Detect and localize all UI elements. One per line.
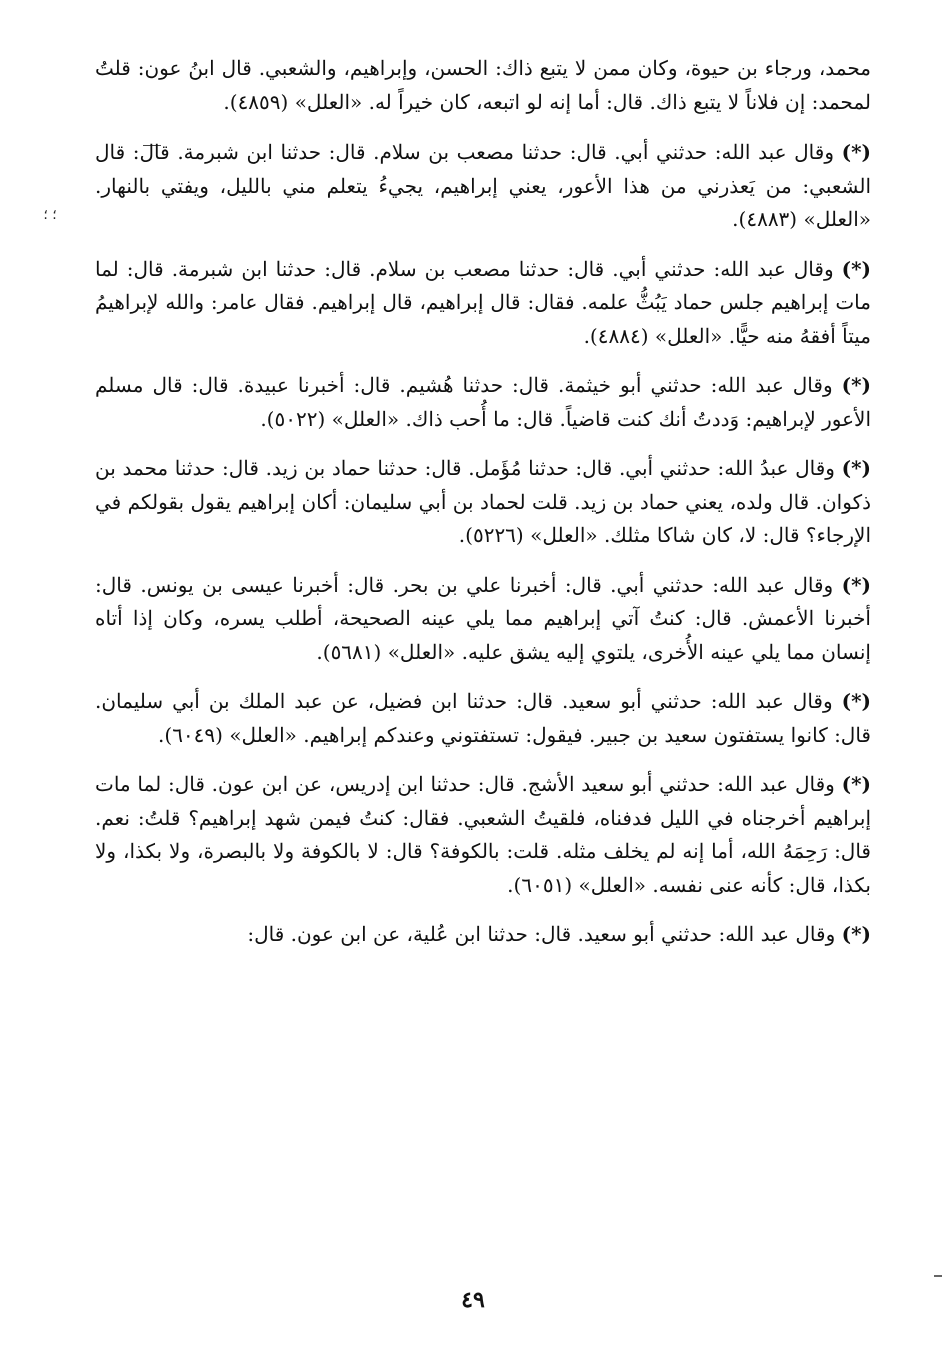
margin-mark: ؛ ؛ [43, 207, 57, 223]
paragraph-3 [95, 253, 871, 354]
paragraph-marker: (*) [841, 373, 871, 397]
paragraph-1 [95, 52, 871, 119]
paragraph-marker: (*) [841, 772, 871, 796]
paragraph-text: وقال عبد الله: حدثني أبو خيثمة. قال: حدثنا هُشيم. قال: أخبرنا عبيدة. قال: قال مسلم الأعور لإبراهيم: وَددتُ أنك كنت قاضياً. قال: ما أُحب ذاك. «العلل» (٥٠٢٢). [95, 373, 871, 431]
paragraph-text: وقال عبد الله: حدثني أبو سعيد. قال: حدثنا ابن عُلية، عن ابن عون. قال: [247, 922, 842, 946]
paragraph-8 [95, 768, 871, 902]
paragraph-marker: (*) [841, 572, 871, 597]
page-number: ٤٩ [461, 1287, 485, 1313]
paragraph-marker: (*) [841, 140, 871, 164]
paragraph-7 [95, 685, 871, 752]
paragraph-text: وقال عبد الله: حدثني أبو سعيد الأشج. قال: حدثنا ابن إدريس، عن ابن عون. قال: لما مات إبراهيم أخرجناه في الليل فدفناه، فلقيتُ الشعبي. فقال: كنتُ فيمن شهد إبراهيم؟ قلتُ: نعم. قال: رَحِمَهُ الله، أما إنه لم يخلف مثله. قلت: بالكوفة؟ قال: لا بالكوفة ولا بالبصرة، ولا بكذا، ولا بكذا، قال: كأنه عنى نفسه. «العلل» (٦٠٥١). [95, 772, 871, 897]
paragraph-text: وقال عبد الله: حدثني أبو سعيد. قال: حدثنا ابن فضيل، عن عبد الملك بن أبي سليمان. قال: كانوا يستفتون سعيد بن جبير. فيقول: تستفتوني وعندكم إبراهيم. «العلل» (٦٠٤٩). [95, 689, 871, 747]
paragraph-text: وقال عبد الله: حدثني أبي. قال: أخبرنا علي بن بحر. قال: أخبرنا عيسى بن يونس. قال: أخبرنا الأعمش. قال: كنتُ آتي إبراهيم مما يلي عينه الصحيحة، أطلب يسره، وكان إذا أتاه إنسان مما يلي عينه الأُخرى، يلتوي إليه يشق عليه. «العلل» (٥٦٨١). [95, 572, 871, 664]
paragraph-marker: (*) [841, 456, 871, 480]
edge-mark [934, 1275, 942, 1277]
paragraph-text: محمد، ورجاء بن حيوة، وكان ممن لا يتبع ذاك: الحسن، وإبراهيم، والشعبي. قال ابنُ عون: قلتُ لمحمد: إن فلاناً لا يتبع ذاك. قال: أما إنه لو اتبعه، كان خيراً له. «العلل» (٤٨٥٩). [95, 56, 871, 114]
paragraph-5 [95, 452, 871, 553]
paragraph-text: وقال عبد الله: حدثني أبي. قال: حدثنا مصعب بن سلام. قال: حدثنا ابن شبرمة. قال: لما مات إبراهيم جلس حماد يَبُثُّ علمه. فقال: قال إبراهيم، قال إبراهيم. فقال عامر: والله لإبراهيمُ ميتاً أفقهُ منه حيًّا. «العلل» (٤٨٨٤). [95, 256, 871, 348]
paragraph-6 [95, 569, 871, 670]
paragraph-marker: (*) [841, 689, 871, 713]
paragraph-9 [95, 918, 871, 952]
page-body [95, 52, 871, 968]
paragraph-4 [95, 369, 871, 436]
paragraph-marker: (*) [841, 922, 871, 946]
paragraph-marker: (*) [841, 256, 871, 281]
paragraph-2 [95, 136, 871, 237]
paragraph-text: وقال عبدُ الله: حدثني أبي. قال: حدثنا مُؤَمل. قال: حدثنا حماد بن زيد. قال: حدثنا محمد بن ذكوان. قال ولده، يعني حماد بن زيد. قلت لحماد بن أبي سليمان: أكان إبراهيم يقول بقولكم في الإرجاء؟ قال: لا، كان شاكا مثلك. «العلل» (٥٢٢٦). [95, 456, 871, 547]
paragraph-text: وقال عبد الله: حدثني أبي. قال: حدثنا مصعب بن سلام. قال: حدثنا ابن شبرمة. قال: قال الشعبي: من يَعذرني من هذا الأعور، يعني إبراهيم، يجيءُ يتعلم مني بالليل، ويفتي بالنهار. «العلل» (٤٨٨٣). [95, 140, 871, 231]
